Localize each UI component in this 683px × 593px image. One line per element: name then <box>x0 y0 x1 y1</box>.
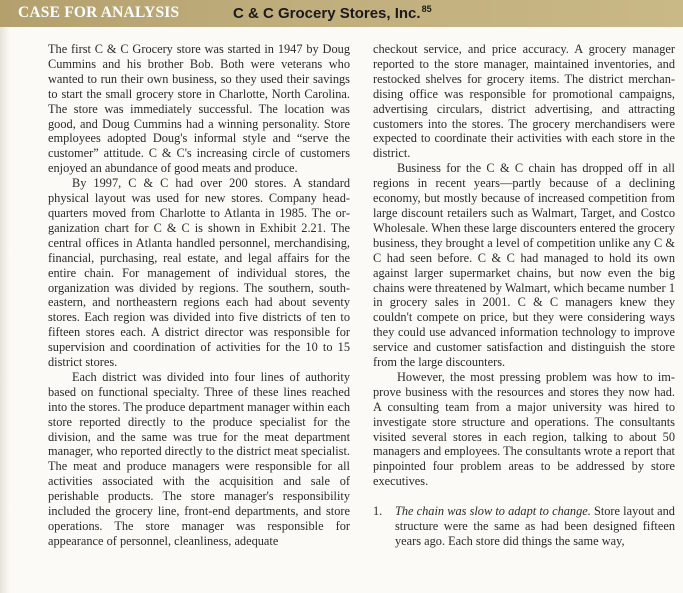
case-title-text: C & C Grocery Stores, Inc. <box>233 5 421 22</box>
paragraph: The first C & C Grocery store was started in 1947 by Doug Cummins and his brother Bob. Both were veterans who wanted to run their own business, so they used their savings to start the small grocery store in Charlotte, North Carolina. The store was immediately successful. The location was good, and Doug Cummins had a winning personality. Store employees adopted Doug's informal style and “serve the customer” attitude. C & C's increasing circle of customers enjoyed an abundance of good meats and produce. <box>48 42 350 176</box>
footnote-marker: 85 <box>421 4 432 14</box>
paragraph: By 1997, C & C had over 200 stores. A standard physical layout was used for new stores. Company headquarters moved from Charlotte to Atlanta in 1985. The organization chart for C & C is shown in Exhibit 2.21. The central offices in Atlanta handled personnel, merchandising, financial, purchasing, real estate, and legal affairs for the entire chain. For management of individual stores, the organization was divided by regions. The southern, southeastern, and northeastern regions each had about seventy stores. Each region was divided into five districts of ten to fifteen stores each. A district director was responsible for supervision and coordination of activities for the 10 to 15 district stores. <box>48 176 350 370</box>
case-header-bar <box>0 0 683 27</box>
list-number: 1. <box>373 504 383 519</box>
list-item-lead: The chain was slow to adapt to change. <box>395 504 591 519</box>
paragraph: Each district was divided into four lines of authority based on functional specialty. Three of these lines reached into the stores. The produce department manager within each store reported directly to the produce specialist for the division, and the same was true for the meat department manager, who reported directly to the district meat specialist. The meat and produce managers were responsible for all activities associated with the acquisition and sale of perishable products. The store manager's responsibility included the grocery line, front-end departments, and store operations. The store manager was responsible for appearance of personnel, cleanliness, adequate <box>48 369 350 548</box>
problem-list-item <box>373 504 675 549</box>
page-gutter-shadow <box>0 27 10 593</box>
case-title <box>233 4 432 22</box>
paragraph: checkout service, and price accuracy. A grocery manager reported to the store manager, maintained inventories, and restocked shelves for grocery items. The district merchandising office was responsible for promotional campaigns, advertising circulars, district advertising, and attracting customers into the stores. The grocery merchandisers were expected to coordinate their activities with each store in the district. <box>373 42 675 161</box>
right-text-column <box>373 42 675 549</box>
left-text-column <box>48 42 350 549</box>
list-item-text: Store layout and structure were the same as had been designed fifteen years ago. Each store did things the same way, <box>395 504 675 548</box>
paragraph: However, the most pressing problem was how to improve business with the resources and stores they now had. A consulting team from a major university was hired to investigate store structure and operations. The consultants visited several stores in each region, talking to about 50 managers and employees. The consultants wrote a report that pinpointed four problem areas to be addressed by store executives. <box>373 369 675 489</box>
paragraph: Business for the C & C chain has dropped off in all regions in recent years—partly because of a declining economy, but mostly because of increased competition from large discount retailers such as Walmart, Target, and Costco Wholesale. When these large discounters entered the grocery business, they brought a level of competition unlike any C & C had seen before. C & C had managed to hold its own against larger supermarket chains, but now even the big chains were threatened by Walmart, which became number 1 in grocery sales in 2001. C & C managers knew they couldn't compete on price, but they were considering ways they could use advanced information technology to improve service and customer satisfaction and distinguish the store from the large discounters. <box>373 161 675 370</box>
case-label: CASE FOR ANALYSIS <box>18 4 180 21</box>
